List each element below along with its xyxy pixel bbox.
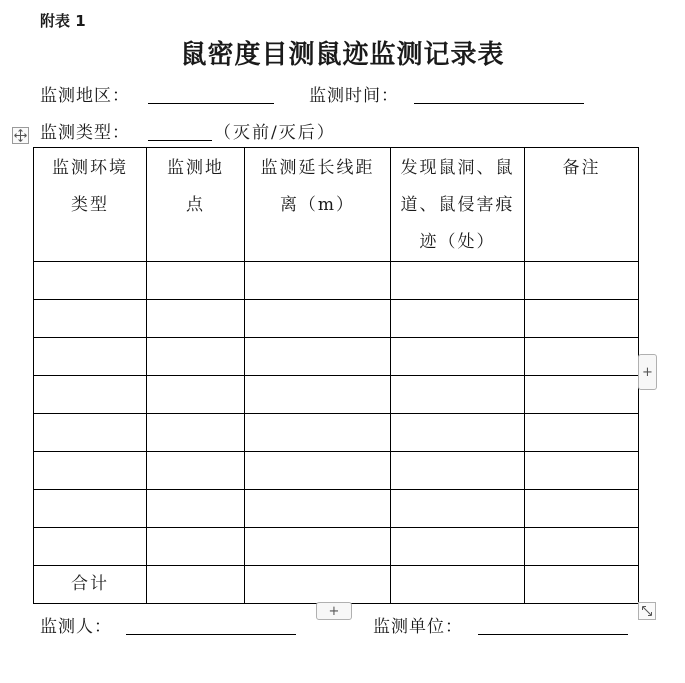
table-cell[interactable] (245, 452, 391, 490)
move-icon (14, 129, 27, 142)
header-distance[interactable] (245, 148, 391, 262)
header-line: 监测延长线距 (260, 158, 375, 178)
table-cell[interactable] (525, 376, 639, 414)
table-cell[interactable] (245, 376, 391, 414)
area-input-line[interactable] (148, 103, 274, 104)
total-label-cell[interactable]: 合计 (34, 566, 147, 604)
table-cell[interactable] (147, 566, 245, 604)
table-cell[interactable] (245, 490, 391, 528)
table-row (34, 452, 639, 490)
header-remarks[interactable] (525, 148, 639, 262)
type-label: 监测类型： (40, 123, 130, 143)
table-cell[interactable] (525, 300, 639, 338)
header-line: 离（m） (279, 195, 356, 215)
table-row (34, 490, 639, 528)
header-traces[interactable] (391, 148, 525, 262)
annex-label: 附表 1 (40, 12, 86, 30)
time-label: 监测时间： (309, 86, 399, 106)
header-location[interactable] (147, 148, 245, 262)
area-label: 监测地区： (40, 86, 130, 106)
table-cell[interactable] (525, 452, 639, 490)
header-row (34, 148, 639, 262)
table-move-handle[interactable] (12, 127, 29, 144)
header-line: 迹（处） (419, 232, 496, 252)
header-line: 道、鼠侵害痕 (400, 195, 515, 215)
type-input-line[interactable] (148, 140, 212, 141)
person-input-line[interactable] (126, 634, 296, 635)
table-cell[interactable] (147, 528, 245, 566)
table-cell[interactable] (525, 490, 639, 528)
table-cell[interactable] (34, 452, 147, 490)
table-cell[interactable] (391, 452, 525, 490)
table-row (34, 338, 639, 376)
table-row (34, 262, 639, 300)
table-cell[interactable] (525, 262, 639, 300)
person-label: 监测人： (40, 617, 112, 637)
table-cell[interactable] (147, 490, 245, 528)
header-line: 点 (186, 195, 205, 215)
header-env-type[interactable] (34, 148, 147, 262)
table-row (34, 528, 639, 566)
table-cell[interactable] (245, 300, 391, 338)
table-row (34, 300, 639, 338)
table-row (34, 414, 639, 452)
table-row (34, 376, 639, 414)
page-title: 鼠密度目测鼠迹监测记录表 (180, 40, 505, 70)
table-cell[interactable] (245, 528, 391, 566)
table-cell[interactable] (34, 376, 147, 414)
total-row (34, 566, 639, 604)
table-cell[interactable] (391, 528, 525, 566)
table-cell[interactable] (147, 300, 245, 338)
table-cell[interactable] (525, 566, 639, 604)
unit-label: 监测单位： (373, 617, 463, 637)
record-table (33, 147, 639, 604)
table-cell[interactable] (391, 262, 525, 300)
table-cell[interactable] (391, 566, 525, 604)
time-input-line[interactable] (414, 103, 584, 104)
header-line: 监测地 (167, 158, 224, 178)
table-cell[interactable] (34, 490, 147, 528)
header-line: 发现鼠洞、鼠 (400, 158, 515, 178)
table-cell[interactable] (391, 338, 525, 376)
table-cell[interactable] (34, 528, 147, 566)
header-line: 监测环境 (52, 158, 128, 178)
table-cell[interactable] (147, 262, 245, 300)
add-column-button[interactable]: + (638, 354, 657, 390)
table-cell[interactable] (147, 338, 245, 376)
table-cell[interactable] (525, 414, 639, 452)
table-cell[interactable] (147, 376, 245, 414)
header-line: 备注 (562, 158, 601, 178)
table-cell[interactable] (34, 338, 147, 376)
header-line: 类型 (71, 195, 109, 215)
table-cell[interactable] (245, 566, 391, 604)
table-cell[interactable] (147, 452, 245, 490)
table-cell[interactable] (34, 262, 147, 300)
table-cell[interactable] (391, 376, 525, 414)
table-cell[interactable] (245, 262, 391, 300)
table-cell[interactable] (391, 300, 525, 338)
table-resize-handle[interactable] (638, 602, 656, 620)
table-cell[interactable] (525, 338, 639, 376)
resize-icon (641, 605, 653, 617)
table-cell[interactable] (391, 490, 525, 528)
table-cell[interactable] (34, 300, 147, 338)
table-cell[interactable] (245, 338, 391, 376)
table-cell[interactable] (147, 414, 245, 452)
table-cell[interactable] (34, 414, 147, 452)
table-cell[interactable] (245, 414, 391, 452)
table-cell[interactable] (391, 414, 525, 452)
add-row-button[interactable]: + (316, 602, 352, 620)
unit-input-line[interactable] (478, 634, 628, 635)
type-hint: （灭前/灭后） (214, 123, 336, 143)
table-cell[interactable] (525, 528, 639, 566)
